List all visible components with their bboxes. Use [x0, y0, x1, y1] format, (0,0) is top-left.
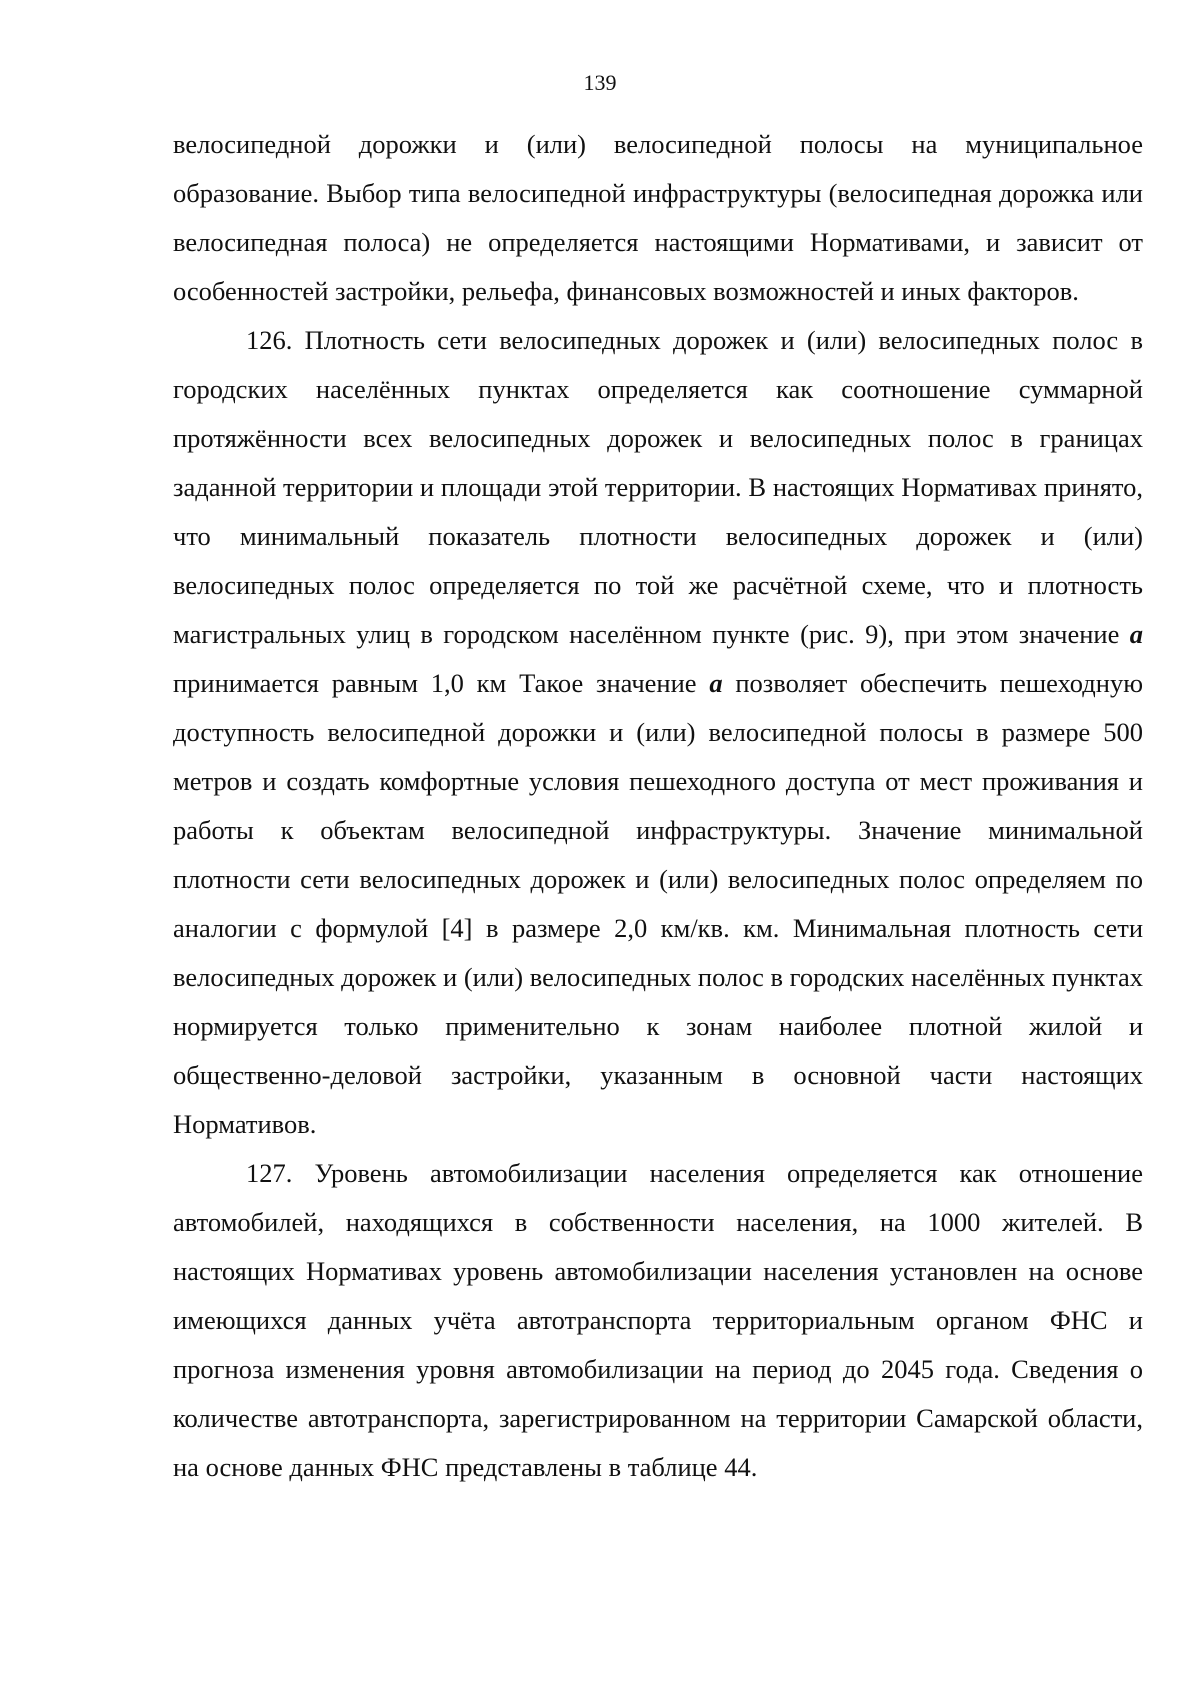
page-number: 139	[583, 70, 617, 95]
paragraph-text: велосипедной дорожки и (или) велосипедной полосы на муниципальное образование. Выбор типа велосипедной инфраструктуры (велосипедная дорожка или велосипедная полоса) не определяется настоящими Нормативами, и зависит от особенностей застройки, рельефа, финансовых возможностей и иных факторов.	[173, 129, 1143, 306]
paragraph-text: 126. Плотность сети велосипедных дорожек и (или) велосипедных полос в городских населённых пунктах определяется как соотношение суммарной протяжённости всех велосипедных дорожек и велосипедных полос в границах заданной территории и площади этой территории. В настоящих Нормативах принято, что минимальный показатель плотности велосипедных дорожек и (или) велосипедных полос определяется по той же расчётной схеме, что и плотность магистральных улиц в городском населённом пункте (рис. 9), при этом значение	[173, 325, 1143, 649]
symbol-a: a	[709, 668, 723, 698]
paragraph-127	[173, 1149, 1143, 1492]
paragraph-text: 127. Уровень автомобилизации населения определяется как отношение автомобилей, находящихся в собственности населения, на 1000 жителей. В настоящих Нормативах уровень автомобилизации населения установлен на основе имеющихся данных учёта автотранспорта территориальным органом ФНС и прогноза изменения уровня автомобилизации на период до 2045 года. Сведения о количестве автотранспорта, зарегистрированном на территории Самарской области, на основе данных ФНС представлены в таблице 44.	[173, 1158, 1143, 1482]
paragraph-continuation	[173, 120, 1143, 316]
paragraph-126	[173, 316, 1143, 1149]
paragraph-text: позволяет обеспечить пешеходную доступность велосипедной дорожки и (или) велосипедной полосы в размере 500 метров и создать комфортные условия пешеходного доступа от мест проживания и работы к объектам велосипедной инфраструктуры. Значение минимальной плотности сети велосипедных дорожек и (или) велосипедных полос определяем по аналогии с формулой [4] в размере 2,0 км/кв. км. Минимальная плотность сети велосипедных дорожек и (или) велосипедных полос в городских населённых пунктах нормируется только применительно к зонам наиболее плотной жилой и общественно-деловой застройки, указанным в основной части настоящих Нормативов.	[173, 668, 1143, 1139]
body-text	[173, 120, 1143, 1492]
paragraph-text: принимается равным 1,0 км Такое значение	[173, 668, 710, 698]
symbol-a: a	[1129, 619, 1143, 649]
